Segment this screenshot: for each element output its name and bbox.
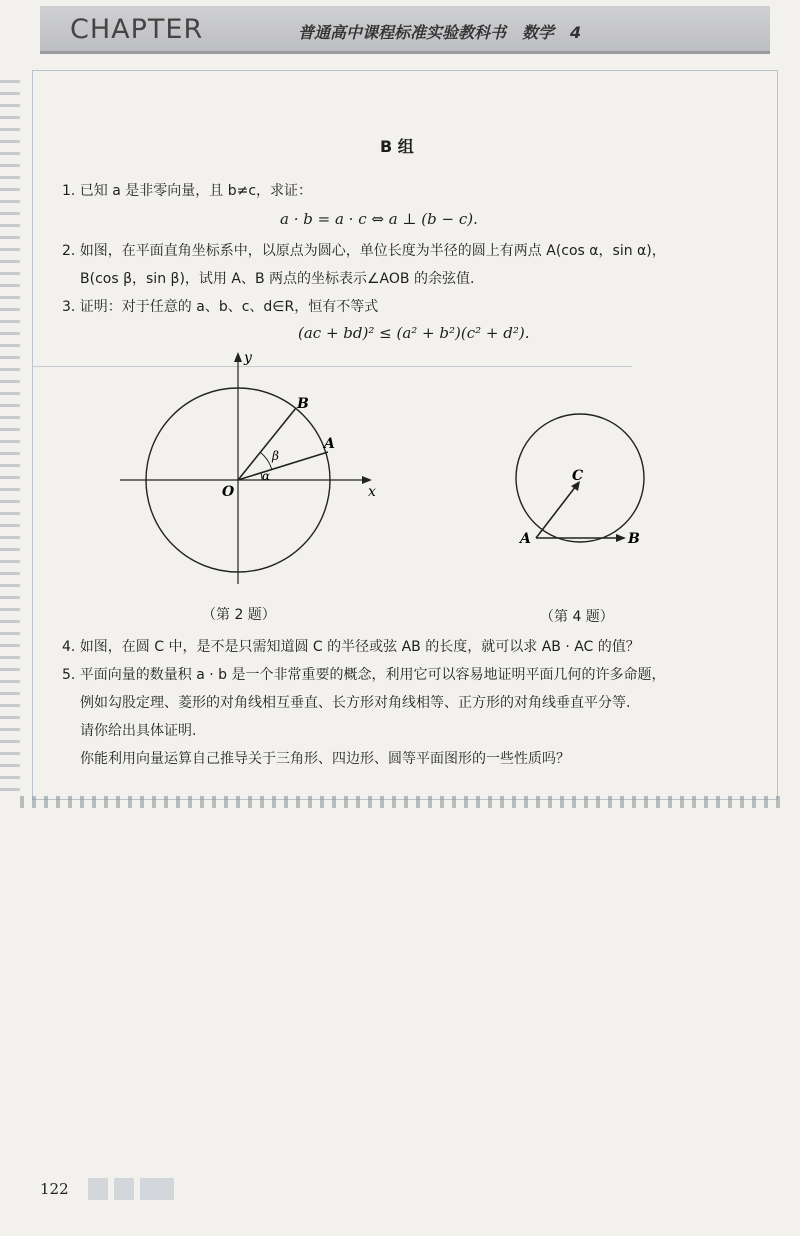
group-title: B 组 [380, 137, 414, 156]
label-y: y [244, 350, 252, 366]
problem-5-text-line4: 你能利用向量运算自己推导关于三角形、四边形、圆等平面图形的一些性质吗？ [80, 751, 570, 767]
problem-4-text: 4. 如图，在圆 C 中，是不是只需知道圆 C 的半径或弦 AB 的长度，就可以求 AB · AC 的值？ [62, 639, 640, 655]
problem-2-text-line1: 2. 如图，在平面直角坐标系中，以原点为圆心，单位长度为半径的圆上有两点 A(cos α，sin α)， [62, 243, 666, 259]
page-number: 122 [40, 1180, 69, 1198]
label-point-a: A [324, 436, 335, 452]
footer-decoration [140, 1178, 174, 1200]
vector-ab-arrow [616, 534, 626, 542]
label-x: x [368, 484, 376, 500]
label-point-a: A [520, 531, 531, 547]
problem-1-text: 1. 已知 a 是非零向量，且 b≠c，求证： [62, 183, 313, 199]
problem-3-formula: (ac + bd)² ≤ (a² + b²)(c² + d²). [298, 324, 530, 342]
chapter-label: CHAPTER [70, 14, 204, 45]
figure-2-caption: （第 2 题） [202, 607, 276, 623]
label-origin: O [222, 484, 235, 500]
problem-5-text-line1: 5. 平面向量的数量积 a · b 是一个非常重要的概念，利用它可以容易地证明平面几何的许多命题， [62, 667, 666, 683]
book-title: 普通高中课程标准实验教科书 数学 4 [298, 23, 582, 42]
vector-ac [536, 486, 576, 538]
label-point-b: B [297, 396, 309, 412]
problem-1-formula: a · b = a · c ⇔ a ⊥ (b − c). [280, 210, 478, 228]
footer-decoration [88, 1178, 108, 1200]
footer-decoration [114, 1178, 134, 1200]
problem-5-text-line3: 请你给出具体证明. [80, 723, 197, 739]
label-point-b: B [628, 531, 640, 547]
problem-3-text: 3. 证明：对于任意的 a、b、c、d∈R，恒有不等式 [62, 299, 379, 315]
label-point-c: C [572, 468, 584, 484]
label-alpha: α [262, 469, 271, 483]
problem-5-text-line2: 例如勾股定理、菱形的对角线相互垂直、长方形对角线相等、正方形的对角线垂直平分等. [80, 695, 631, 711]
figure-4-caption: （第 4 题） [540, 609, 614, 625]
label-beta: β [272, 449, 279, 463]
problem-2-text-line2: B(cos β，sin β)，试用 A、B 两点的坐标表示∠AOB 的余弦值. [80, 271, 475, 287]
